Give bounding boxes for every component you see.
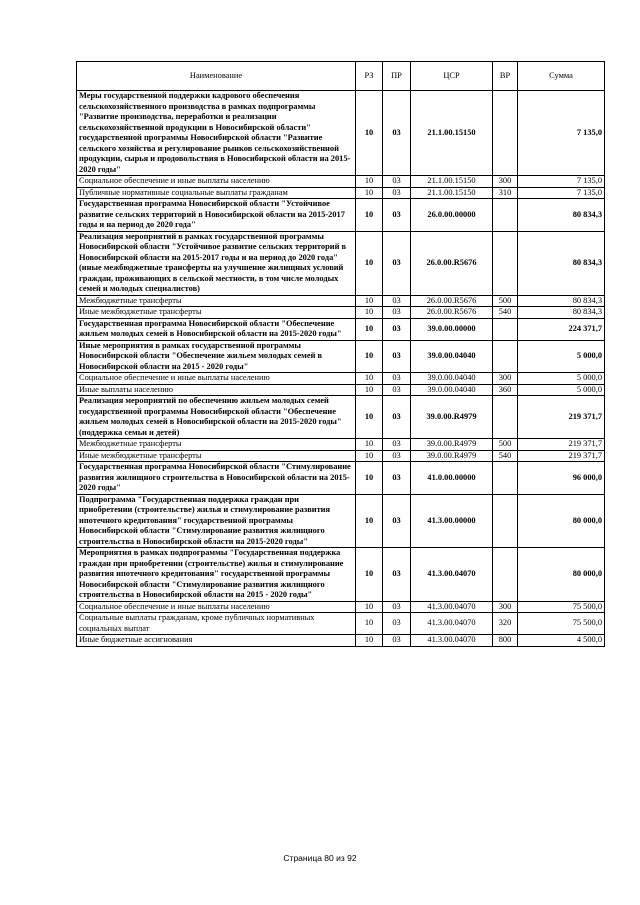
cell-name: Социальное обеспечение и иные выплаты населению [77, 373, 356, 385]
cell-pr: 03 [383, 396, 411, 439]
cell-name: Иные межбюджетные трансферты [77, 307, 356, 319]
cell-sum: 219 371,7 [518, 439, 605, 451]
cell-sum: 80 834,3 [518, 231, 605, 295]
cell-sum: 219 371,7 [518, 450, 605, 462]
cell-vr [493, 199, 518, 232]
cell-name: Государственная программа Новосибирской области "Стимулирование развития жилищного строительства в Новосибирской области на 2015-2020 годы" [77, 462, 356, 495]
table-row [77, 199, 605, 232]
cell-name: Межбюджетные трансферты [77, 439, 356, 451]
table-row [77, 548, 605, 602]
header-rz: РЗ [356, 62, 383, 91]
cell-sum: 96 000,0 [518, 462, 605, 495]
cell-rz: 10 [356, 307, 383, 319]
cell-pr: 03 [383, 613, 411, 635]
cell-name: Социальное обеспечение и иные выплаты населению [77, 176, 356, 188]
cell-rz: 10 [356, 231, 383, 295]
table-row [77, 450, 605, 462]
cell-csr: 21.1.00.15150 [411, 187, 493, 199]
cell-vr [493, 462, 518, 495]
budget-table [76, 61, 605, 647]
cell-vr: 500 [493, 439, 518, 451]
cell-sum: 219 371,7 [518, 396, 605, 439]
cell-pr: 03 [383, 176, 411, 188]
header-name: Наименование [77, 62, 356, 91]
cell-vr: 300 [493, 176, 518, 188]
cell-pr: 03 [383, 187, 411, 199]
cell-name: Государственная программа Новосибирской области "Устойчивое развитие сельских территорий в Новосибирской области на 2015-2017 годы и на период до 2020 года" [77, 199, 356, 232]
cell-rz: 10 [356, 340, 383, 373]
cell-csr: 41.3.00.00000 [411, 494, 493, 548]
cell-rz: 10 [356, 439, 383, 451]
cell-pr: 03 [383, 199, 411, 232]
cell-name: Мероприятия в рамках подпрограммы "Государственная поддержка граждан при приобретении (строительстве) жилья и стимулирование развития ипотечного кредитования" государственной программы Новосибирской области "Стимулирование развития жилищного строительства в Новосибирской области на 2015 - 2020 годы" [77, 548, 356, 602]
table-row [77, 91, 605, 176]
cell-sum: 80 834,3 [518, 307, 605, 319]
cell-csr: 21.1.00.15150 [411, 176, 493, 188]
cell-name: Иные мероприятия в рамках государственной программы Новосибирской области "Обеспечение жильем молодых семей в Новосибирской области на 2015 - 2020 годы" [77, 340, 356, 373]
cell-vr [493, 396, 518, 439]
table-row [77, 231, 605, 295]
cell-vr [493, 548, 518, 602]
cell-rz: 10 [356, 318, 383, 340]
table-row [77, 373, 605, 385]
cell-vr: 540 [493, 450, 518, 462]
cell-rz: 10 [356, 548, 383, 602]
cell-rz: 10 [356, 199, 383, 232]
cell-sum: 80 000,0 [518, 548, 605, 602]
cell-csr: 21.1.00.15150 [411, 91, 493, 176]
cell-sum: 75 500,0 [518, 601, 605, 613]
cell-vr: 540 [493, 307, 518, 319]
cell-rz: 10 [356, 601, 383, 613]
table-row [77, 601, 605, 613]
cell-pr: 03 [383, 450, 411, 462]
cell-sum: 80 000,0 [518, 494, 605, 548]
cell-sum: 75 500,0 [518, 613, 605, 635]
cell-csr: 39.0.00.R4979 [411, 439, 493, 451]
table-row [77, 295, 605, 307]
cell-csr: 39.0.00.00000 [411, 318, 493, 340]
cell-sum: 224 371,7 [518, 318, 605, 340]
cell-sum: 5 000,0 [518, 340, 605, 373]
cell-vr: 500 [493, 295, 518, 307]
table-row [77, 187, 605, 199]
cell-rz: 10 [356, 373, 383, 385]
cell-csr: 26.0.00.R5676 [411, 231, 493, 295]
cell-pr: 03 [383, 91, 411, 176]
table-row [77, 462, 605, 495]
cell-name: Государственная программа Новосибирской области "Обеспечение жильем молодых семей в Новосибирской области на 2015-2020 годы" [77, 318, 356, 340]
cell-rz: 10 [356, 450, 383, 462]
cell-csr: 41.0.00.00000 [411, 462, 493, 495]
cell-sum: 4 500,0 [518, 635, 605, 647]
cell-pr: 03 [383, 494, 411, 548]
cell-sum: 7 135,0 [518, 176, 605, 188]
table-row [77, 439, 605, 451]
cell-vr: 300 [493, 373, 518, 385]
header-pr: ПР [383, 62, 411, 91]
table-row [77, 396, 605, 439]
cell-name: Иные межбюджетные трансферты [77, 450, 356, 462]
cell-vr: 300 [493, 601, 518, 613]
cell-name: Социальные выплаты гражданам, кроме публичных нормативных социальных выплат [77, 613, 356, 635]
cell-pr: 03 [383, 439, 411, 451]
cell-rz: 10 [356, 384, 383, 396]
cell-vr: 360 [493, 384, 518, 396]
header-csr: ЦСР [411, 62, 493, 91]
cell-csr: 39.0.00.04040 [411, 373, 493, 385]
cell-name: Иные бюджетные ассигнования [77, 635, 356, 647]
cell-csr: 41.3.00.04070 [411, 613, 493, 635]
cell-vr: 310 [493, 187, 518, 199]
cell-csr: 41.3.00.04070 [411, 601, 493, 613]
cell-pr: 03 [383, 601, 411, 613]
cell-rz: 10 [356, 635, 383, 647]
cell-pr: 03 [383, 231, 411, 295]
cell-vr: 800 [493, 635, 518, 647]
cell-name: Социальное обеспечение и иные выплаты населению [77, 601, 356, 613]
cell-name: Подпрограмма "Государственная поддержка граждан при приобретении (строительстве) жилья и стимулирование развития ипотечного кредитования" государственной программы Новосибирской области "Стимулирование развития жилищного строительства в Новосибирской области на 2015-2020 годы" [77, 494, 356, 548]
cell-vr [493, 340, 518, 373]
table-row [77, 340, 605, 373]
table-row [77, 176, 605, 188]
cell-csr: 41.3.00.04070 [411, 635, 493, 647]
cell-sum: 7 135,0 [518, 91, 605, 176]
cell-rz: 10 [356, 295, 383, 307]
cell-csr: 26.0.00.00000 [411, 199, 493, 232]
cell-name: Реализация мероприятий по обеспечению жильем молодых семей государственной программы Новосибирской области "Обеспечение жильем молодых семей в Новосибирской области на 2015-2020 годы" (поддержка семьи и детей) [77, 396, 356, 439]
cell-pr: 03 [383, 548, 411, 602]
cell-pr: 03 [383, 340, 411, 373]
cell-csr: 41.3.00.04070 [411, 548, 493, 602]
cell-pr: 03 [383, 373, 411, 385]
cell-csr: 26.0.00.R5676 [411, 307, 493, 319]
cell-sum: 80 834,3 [518, 295, 605, 307]
cell-pr: 03 [383, 635, 411, 647]
table-row [77, 635, 605, 647]
cell-rz: 10 [356, 462, 383, 495]
cell-vr [493, 494, 518, 548]
cell-rz: 10 [356, 91, 383, 176]
cell-name: Меры государственной поддержки кадрового обеспечения сельскохозяйственного производства в рамках подпрограммы "Развитие производства, переработки и реализации сельскохозяйственной продукции в Новосибирской области" государственной программы Новосибирской области "Развитие сельского хозяйства и регулирование рынков сельскохозяйственной продукции, сырья и продовольствия в Новосибирской области на 2015-2020 годы" [77, 91, 356, 176]
cell-pr: 03 [383, 295, 411, 307]
table-row [77, 613, 605, 635]
table-row [77, 318, 605, 340]
cell-vr: 320 [493, 613, 518, 635]
cell-sum: 5 000,0 [518, 384, 605, 396]
cell-name: Реализация мероприятий в рамках государственной программы Новосибирской области "Устойчивое развитие сельских территорий в Новосибирской области на 2015-2017 годы и на период до 2020 года" (иные межбюджетные трансферты на улучшение жилищных условий граждан, проживающих в сельской местности, в том числе молодых семей и молодых специалистов) [77, 231, 356, 295]
page-number: Страница 80 из 92 [283, 853, 357, 863]
cell-rz: 10 [356, 176, 383, 188]
cell-csr: 39.0.00.04040 [411, 384, 493, 396]
cell-name: Иные выплаты населению [77, 384, 356, 396]
cell-csr: 26.0.00.R5676 [411, 295, 493, 307]
cell-rz: 10 [356, 396, 383, 439]
table-row [77, 494, 605, 548]
cell-sum: 7 135,0 [518, 187, 605, 199]
header-vr: ВР [493, 62, 518, 91]
table-header-row [77, 62, 605, 91]
cell-rz: 10 [356, 494, 383, 548]
cell-vr [493, 231, 518, 295]
cell-rz: 10 [356, 613, 383, 635]
cell-csr: 39.0.00.R4979 [411, 396, 493, 439]
cell-csr: 39.0.00.R4979 [411, 450, 493, 462]
cell-sum: 80 834,3 [518, 199, 605, 232]
cell-csr: 39.0.00.04040 [411, 340, 493, 373]
cell-name: Межбюджетные трансферты [77, 295, 356, 307]
table-row [77, 384, 605, 396]
table-row [77, 307, 605, 319]
cell-name: Публичные нормативные социальные выплаты гражданам [77, 187, 356, 199]
cell-sum: 5 000,0 [518, 373, 605, 385]
cell-pr: 03 [383, 462, 411, 495]
cell-pr: 03 [383, 318, 411, 340]
header-sum: Сумма [518, 62, 605, 91]
cell-pr: 03 [383, 307, 411, 319]
cell-pr: 03 [383, 384, 411, 396]
cell-vr [493, 91, 518, 176]
cell-rz: 10 [356, 187, 383, 199]
cell-vr [493, 318, 518, 340]
